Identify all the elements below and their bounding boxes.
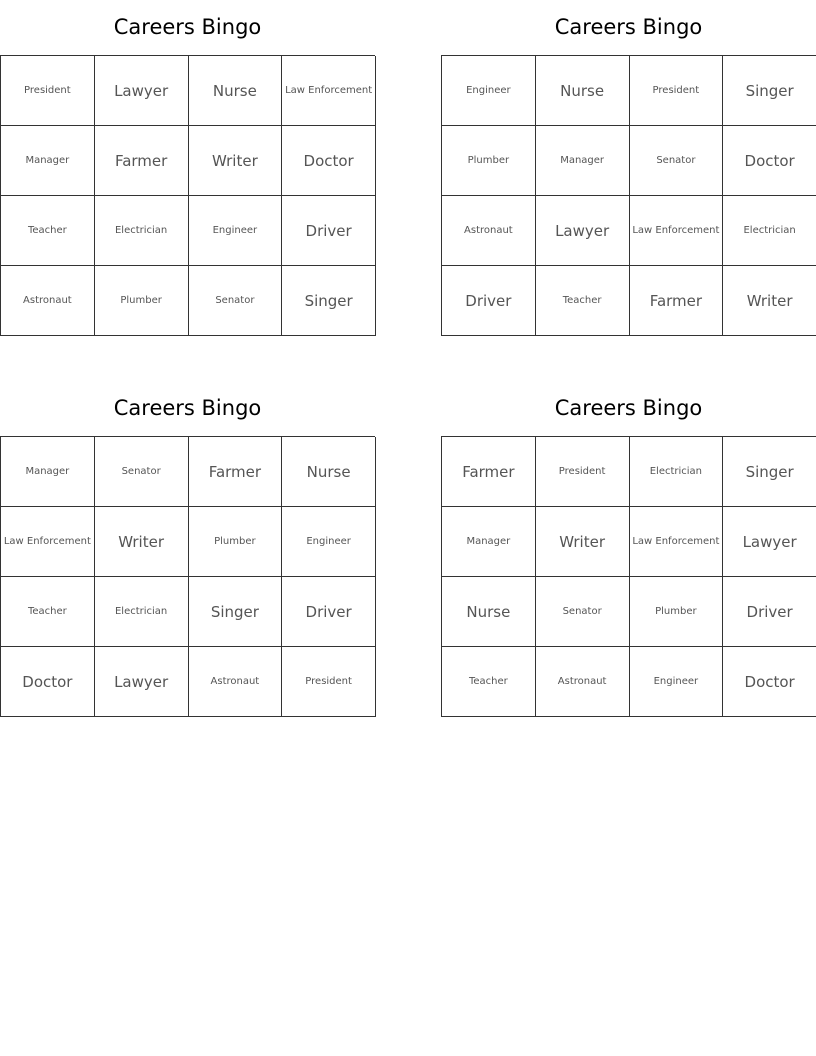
bingo-cell: Nurse bbox=[189, 56, 283, 126]
bingo-cell: Lawyer bbox=[95, 647, 189, 717]
bingo-cell: Singer bbox=[282, 266, 376, 336]
bingo-cell: Engineer bbox=[630, 647, 724, 717]
bingo-cell: Astronaut bbox=[536, 647, 630, 717]
bingo-grid bbox=[441, 436, 816, 717]
bingo-cell: Electrician bbox=[723, 196, 816, 266]
bingo-cell: Singer bbox=[723, 56, 816, 126]
bingo-cell: President bbox=[282, 647, 376, 717]
bingo-cell: Astronaut bbox=[189, 647, 283, 717]
bingo-cell: Teacher bbox=[1, 196, 95, 266]
bingo-cell: Law Enforcement bbox=[1, 507, 95, 577]
bingo-cell: Senator bbox=[95, 437, 189, 507]
bingo-cell: Singer bbox=[723, 437, 816, 507]
bingo-cell: Law Enforcement bbox=[282, 56, 376, 126]
bingo-card-4 bbox=[441, 381, 816, 717]
bingo-cell: Teacher bbox=[442, 647, 536, 717]
bingo-cell: Astronaut bbox=[442, 196, 536, 266]
bingo-cell: Doctor bbox=[723, 647, 816, 717]
bingo-cell: Nurse bbox=[282, 437, 376, 507]
bingo-cell: Senator bbox=[630, 126, 724, 196]
bingo-cell: Farmer bbox=[630, 266, 724, 336]
bingo-cell: Law Enforcement bbox=[630, 507, 724, 577]
card-title: Careers Bingo bbox=[113, 15, 262, 39]
bingo-cell: Manager bbox=[536, 126, 630, 196]
bingo-cell: Electrician bbox=[95, 577, 189, 647]
card-title: Careers Bingo bbox=[554, 15, 703, 39]
bingo-cell: Driver bbox=[723, 577, 816, 647]
bingo-cell: Doctor bbox=[1, 647, 95, 717]
bingo-cell: Nurse bbox=[442, 577, 536, 647]
bingo-cell: President bbox=[630, 56, 724, 126]
bingo-cell: Plumber bbox=[95, 266, 189, 336]
bingo-cell: Singer bbox=[189, 577, 283, 647]
bingo-card-2 bbox=[441, 0, 816, 336]
bingo-cell: Manager bbox=[1, 126, 95, 196]
bingo-cell: Senator bbox=[536, 577, 630, 647]
bingo-cell: Teacher bbox=[536, 266, 630, 336]
bingo-cell: Manager bbox=[1, 437, 95, 507]
bingo-cell: Lawyer bbox=[95, 56, 189, 126]
bingo-cell: Writer bbox=[95, 507, 189, 577]
bingo-cell: Writer bbox=[723, 266, 816, 336]
bingo-cell: Engineer bbox=[442, 56, 536, 126]
bingo-cell: President bbox=[1, 56, 95, 126]
bingo-cell: Doctor bbox=[723, 126, 816, 196]
bingo-cell: Driver bbox=[442, 266, 536, 336]
bingo-cell: Electrician bbox=[95, 196, 189, 266]
bingo-cell: Farmer bbox=[189, 437, 283, 507]
card-title: Careers Bingo bbox=[554, 396, 703, 420]
bingo-cell: Driver bbox=[282, 577, 376, 647]
bingo-grid bbox=[441, 55, 816, 336]
bingo-cell: Engineer bbox=[282, 507, 376, 577]
bingo-grid bbox=[0, 55, 375, 336]
bingo-cell: Electrician bbox=[630, 437, 724, 507]
bingo-cell: Engineer bbox=[189, 196, 283, 266]
bingo-cell: Writer bbox=[189, 126, 283, 196]
bingo-cell: Plumber bbox=[189, 507, 283, 577]
bingo-cell: Writer bbox=[536, 507, 630, 577]
bingo-cell: Teacher bbox=[1, 577, 95, 647]
bingo-card-1 bbox=[0, 0, 375, 336]
bingo-cell: Plumber bbox=[630, 577, 724, 647]
bingo-card-3 bbox=[0, 381, 375, 717]
bingo-grid bbox=[0, 436, 375, 717]
bingo-cell: Lawyer bbox=[723, 507, 816, 577]
bingo-cell: Doctor bbox=[282, 126, 376, 196]
bingo-cell: Farmer bbox=[442, 437, 536, 507]
bingo-cell: Senator bbox=[189, 266, 283, 336]
bingo-cell: Law Enforcement bbox=[630, 196, 724, 266]
bingo-cell: Plumber bbox=[442, 126, 536, 196]
bingo-cell: Driver bbox=[282, 196, 376, 266]
bingo-cell: Nurse bbox=[536, 56, 630, 126]
bingo-cell: Lawyer bbox=[536, 196, 630, 266]
bingo-cell: Manager bbox=[442, 507, 536, 577]
bingo-cell: Astronaut bbox=[1, 266, 95, 336]
bingo-cell: President bbox=[536, 437, 630, 507]
bingo-cell: Farmer bbox=[95, 126, 189, 196]
card-title: Careers Bingo bbox=[113, 396, 262, 420]
